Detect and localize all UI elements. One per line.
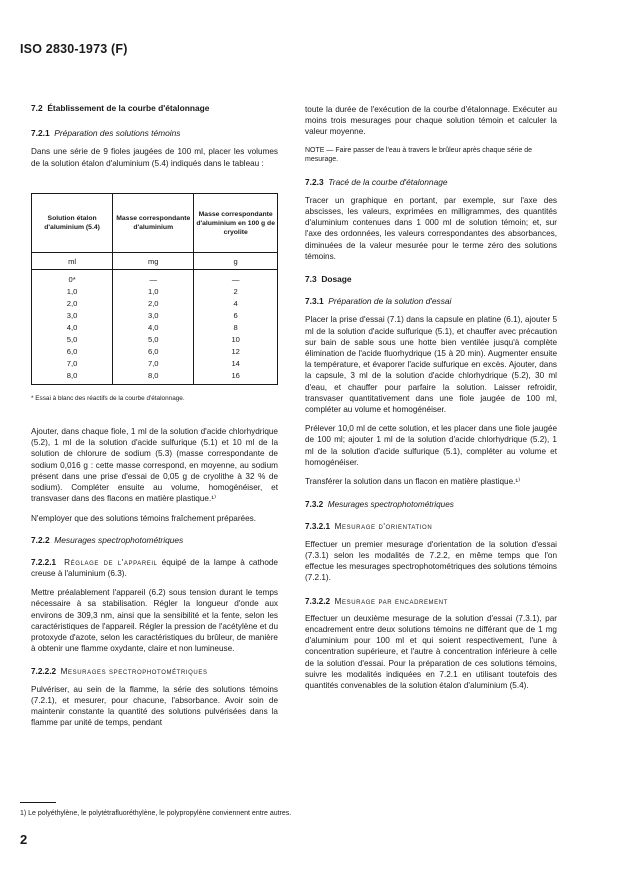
section-7-3-1-paragraph-1: Placer la prise d'essai (7.1) dans la capsule en platine (6.1), ajouter 5 ml de la solution d'acide sulfurique (5.1), et chauffer avec précaution sur bain de sable sous une hotte bien ventilée jusqu'à complète élimination de l'acide fluorhydrique (15 à 20 min). Augmenter ensuite la température, et évaporer l'acide sulfurique en excès. Ajouter, dans la capsule, 3 ml de la solution d'acide chlorhydrique (5.2), 30 ml d'eau, et chauffer pour parfaire la solution. Laisser refroidir, transvaser quantitativement dans une fiole jaugée de 100 ml, compléter au volume et homogénéiser. xyxy=(305,315,557,415)
table-row: 7,0 7,0 14 xyxy=(32,358,278,370)
table-unit: g xyxy=(194,253,278,270)
section-7-2-2-2-heading: 7.2.2.2 Mesurages spectrophotométriques xyxy=(31,667,208,677)
section-7-3-2-1-heading: 7.3.2.1 Mesurage d'orientation xyxy=(305,522,433,532)
paragraph-ajouter: Ajouter, dans chaque fiole, 1 ml de la solution d'acide chlorhydrique (5.2), 1 ml de la solution d'acide sulfurique (5.1) et 10 ml de la solution de chlorure de sodium (5.3) (masse correspondante de sodium 0,016 g : cette masse correspond, en moyenne, au sodium présent dans une prise d'essai de 0,05 g de cryolithe à 32 % de sodium). Compléter ensuite au volume, homogénéiser, et transvaser dans des flacons en matière plastique.¹⁾ xyxy=(31,427,278,504)
table-header-col3: Masse correspondante d'aluminium en 100 g de cryolite xyxy=(194,194,278,253)
table-unit: ml xyxy=(32,253,113,270)
section-7-2-2-1-body: Mettre préalablement l'appareil (6.2) sous tension durant le temps nécessaire à sa stabilisation. Régler la longueur d'onde aux environs de 309,3 nm, ainsi que la sensibilité et la fente, selon les caractéristiques de l'appareil. Régler la pression de l'acétylène et du protoxyde d'azote, selon les caractéristiques du brûleur, de manière à obtenir une flamme oxydante, claire et non lumineuse. xyxy=(31,588,278,654)
section-7-3-1-paragraph-2: Prélever 10,0 ml de cette solution, et les placer dans une fiole jaugée de 100 ml; ajouter 1 ml de la solution d'acide chlorhydrique (5.2), 1 ml de la solution d'acide sulfurique (5.1), compléter au volume et homogénéiser. xyxy=(305,424,557,467)
section-7-2-3-text: Tracer un graphique en portant, par exemple, sur l'axe des abscisses, les valeurs, exprimées en milligrammes, des quantités d'aluminium contenues dans 1 000 ml de solution témoin; et, sur l'axe des ordonnées, les valeurs correspondantes des absorbances, diminuées de la valeur mesurée pour le terme zéro des solutions témoins. xyxy=(305,195,557,261)
section-7-2-heading: 7.2 Établissement de la courbe d'étalonnage xyxy=(31,103,210,113)
table-unit: mg xyxy=(113,253,194,270)
section-7-3-2-2-heading: 7.3.2.2 Mesurage par encadrement xyxy=(305,596,448,606)
section-7-2-2-1-text: 7.2.2.1 Réglage de l'appareil équipé de la lampe à cathode creuse à l'aluminium (6.3). xyxy=(31,557,278,579)
section-7-3-1-heading: 7.3.1 Préparation de la solution d'essai xyxy=(305,296,452,307)
section-7-2-1-text: Dans une série de 9 fioles jaugées de 100 ml, placer les volumes de la solution étalon d'aluminium (5.4) indiqués dans le tableau : xyxy=(31,147,278,168)
section-7-2-2-heading: 7.2.2 Mesurages spectrophotométriques xyxy=(31,534,184,545)
section-7-2-1-heading: 7.2.1 Préparation des solutions témoins xyxy=(31,128,181,139)
table-header-col1: Solution étalon d'aluminium (5.4) xyxy=(32,194,113,253)
paragraph-nemployer: N'employer que des solutions témoins fraîchement préparées. xyxy=(31,514,257,524)
table-row: 2,0 2,0 4 xyxy=(32,298,278,310)
footnote-divider xyxy=(20,802,56,803)
table-row: 4,0 4,0 8 xyxy=(32,322,278,334)
section-7-3-2-1-text: Effectuer un premier mesurage d'orientation de la solution d'essai (7.3.1) selon les modalités de 7.2.2, en même temps que l'on effectue les mesurages spectrophotométriques des solutions témoins (7.2.1). xyxy=(305,539,557,583)
page-number: 2 xyxy=(20,832,28,847)
paragraph-continuation: toute la durée de l'exécution de la courbe d'étalonnage. Exécuter au moins trois mesurages pour chaque solution témoin et calculer la valeur moyenne. xyxy=(305,105,557,137)
table-row: 0* — — xyxy=(32,270,278,287)
table-row: 8,0 8,0 16 xyxy=(32,370,278,385)
standard-header: ISO 2830-1973 (F) xyxy=(20,42,128,56)
right-column xyxy=(305,104,557,691)
table-row: 5,0 5,0 10 xyxy=(32,334,278,346)
left-column-top xyxy=(31,103,278,169)
calibration-table xyxy=(31,193,278,385)
table-header-col2: Masse correspondante d'aluminium xyxy=(113,194,194,253)
table-footnote: * Essai à blanc des réactifs de la courbe d'étalonnage. xyxy=(31,395,185,402)
section-7-2-3-heading: 7.2.3 Tracé de la courbe d'étalonnage xyxy=(305,176,448,187)
page-footnote: 1) Le polyéthylène, le polytétrafluoréthylène, le polypropylène conviennent entre autres. xyxy=(20,810,292,817)
note: NOTE — Faire passer de l'eau à travers le brûleur après chaque série de mesurage. xyxy=(305,146,533,164)
section-7-3-2-2-text: Effectuer un deuxième mesurage de la solution d'essai (7.3.1), par encadrement entre deux solutions témoins ne différant que de 1 mg d'aluminium pour 100 ml et qui soient respectivement, l'une à concentration supérieure, et l'autre à concentration inférieure à celle de la solution d'essai. Pour la préparation de ces solutions témoins, suivre les modalités indiquées en 7.2.1 en utilisant toutefois des quantités convenables de la solution étalon d'aluminium (5.4). xyxy=(305,613,557,690)
section-7-2-2-2-text: Pulvériser, au sein de la flamme, la série des solutions témoins (7.2.1), et mesurer, pour chacune, l'absorbance. Avoir soin de maintenir constante la quantité des solutions pulvérisées dans la flamme par unité de temps, pendant xyxy=(31,684,278,728)
section-7-3-2-heading: 7.3.2 Mesurages spectrophotométriques xyxy=(305,500,454,510)
table-row: 6,0 6,0 12 xyxy=(32,346,278,358)
left-column-bottom xyxy=(31,426,278,728)
table-row: 1,0 1,0 2 xyxy=(32,286,278,298)
table-row: 3,0 3,0 6 xyxy=(32,310,278,322)
section-7-3-heading: 7.3 Dosage xyxy=(305,274,352,285)
section-7-3-1-paragraph-3: Transférer la solution dans un flacon en matière plastique.¹⁾ xyxy=(305,477,521,487)
